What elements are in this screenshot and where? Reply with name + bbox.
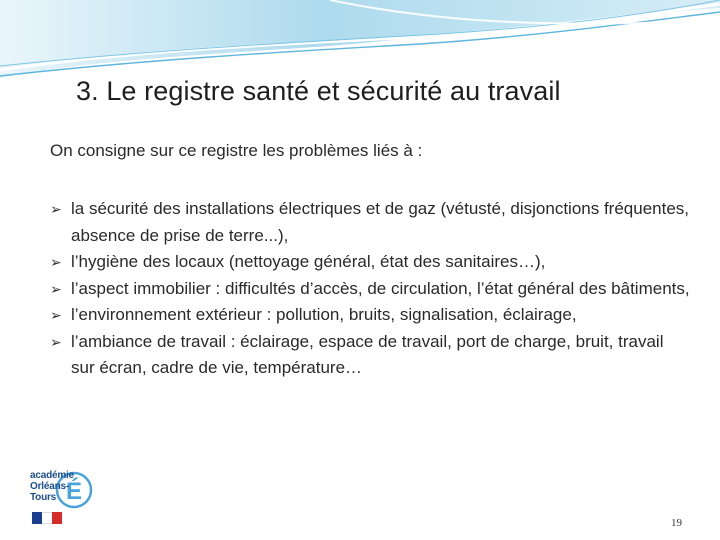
bullet-text: l’ambiance de travail : éclairage, espace de travail, port de charge, bruit, travail sur écran, cadre de vie, température… bbox=[71, 331, 664, 377]
intro-text: On consigne sur ce registre les problèmes liés à : bbox=[50, 141, 423, 160]
republique-francaise-flag-icon bbox=[32, 512, 62, 524]
arrow-bullet-icon: ➢ bbox=[50, 333, 62, 350]
logo-line-1: académie bbox=[30, 470, 74, 481]
bullet-text: l’aspect immobilier : difficultés d’accès, de circulation, l’état général des bâtiments, bbox=[71, 278, 690, 298]
arrow-bullet-icon: ➢ bbox=[50, 254, 62, 270]
bullet-text: l’hygiène des locaux (nettoyage général, état des sanitaires…), bbox=[71, 252, 546, 271]
academie-logo-text bbox=[30, 470, 90, 503]
list-item bbox=[50, 249, 690, 276]
slide-title: 3. Le registre santé et sécurité au travail bbox=[76, 76, 561, 106]
logo-letter: É bbox=[66, 478, 83, 505]
bullet-list bbox=[50, 196, 690, 382]
arrow-bullet-icon: ➢ bbox=[50, 201, 62, 217]
arrow-bullet-icon: ➢ bbox=[50, 280, 62, 297]
list-item bbox=[50, 329, 690, 382]
list-item bbox=[50, 276, 690, 303]
list-item bbox=[50, 196, 690, 249]
arrow-bullet-icon: ➢ bbox=[50, 307, 62, 323]
bullet-text: la sécurité des installations électriques et de gaz (vétusté, disjonctions fréquentes, absence de prise de terre...), bbox=[71, 199, 690, 245]
page-number: 19 bbox=[671, 517, 682, 529]
logo-line-2: Orléans-Tours bbox=[30, 481, 69, 503]
list-item bbox=[50, 302, 690, 329]
bullet-text: l’environnement extérieur : pollution, bruits, signalisation, éclairage, bbox=[71, 305, 577, 324]
